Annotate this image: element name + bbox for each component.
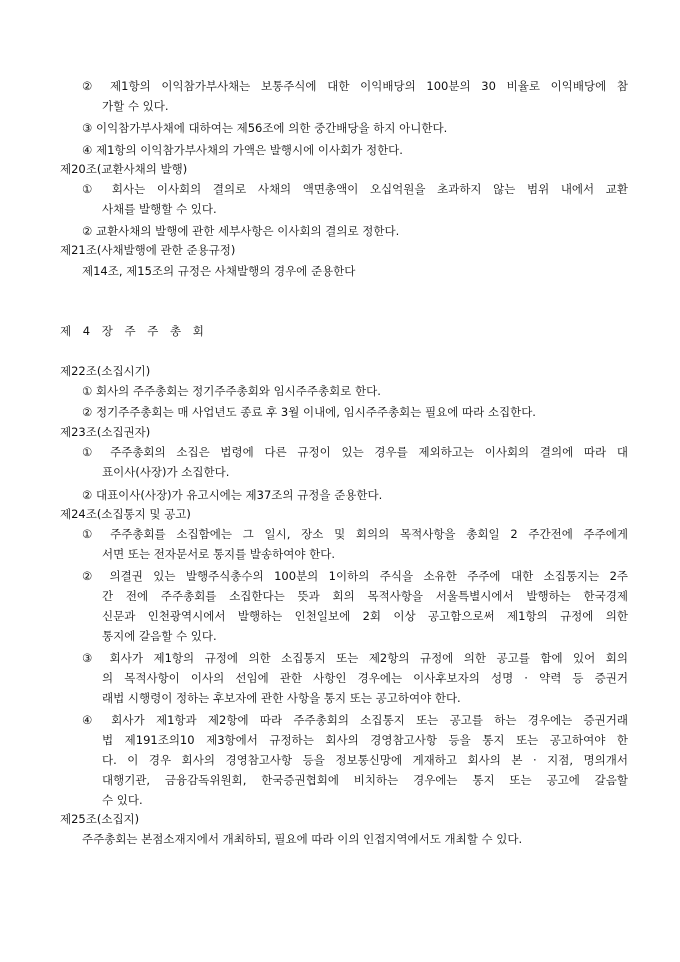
clause-item: ③ 이익참가부사채에 대하여는 제56조에 의한 중간배당을 하지 아니한다. [82, 121, 448, 135]
clause-item: ③ 회사가 제1항의 규정에 의한 소집통지 또는 제2항의 규정에 의한 공고를 함에 있어 회의 [82, 651, 628, 665]
clause-continuation: 가할 수 있다. [102, 99, 169, 113]
clause-item: ② 제1항의 이익참가부사채는 보통주식에 대한 이익배당의 100분의 30 비율로 이익배당에 참 [82, 79, 628, 93]
clause-continuation: 수 있다. [102, 793, 143, 807]
chapter-title: 제 4 장 주 주 총 회 [60, 324, 205, 338]
clause-continuation: 다. 이 경우 회사의 경영참고사항 등을 정보통신망에 게재하고 회사의 본 · 지점, 명의개서 [102, 753, 628, 767]
clause-continuation: 사채를 발행할 수 있다. [102, 202, 217, 216]
article-body: 주주총회는 본점소재지에서 개최하되, 필요에 따라 이의 인접지역에서도 개최할 수 있다. [82, 832, 523, 846]
article-heading: 제23조(소집권자) [60, 425, 151, 439]
clause-item: ① 회사는 이사회의 결의로 사채의 액면총액이 오십억원을 초과하지 않는 범위 내에서 교환 [82, 182, 628, 196]
article-heading: 제22조(소집시기) [60, 364, 151, 378]
clause-item: ④ 제1항의 이익참가부사채의 가액은 발행시에 이사회가 정한다. [82, 143, 403, 157]
article-heading: 제20조(교환사채의 발행) [60, 162, 188, 176]
clause-continuation: 대행기관, 금융감독위원회, 한국증권협회에 비치하는 경우에는 통지 또는 공고에 갈음할 [102, 773, 628, 787]
clause-continuation: 법 제191조의10 제3항에서 규정하는 회사의 경영참고사항 등을 통지 또는 공고하여야 한 [102, 733, 628, 747]
clause-continuation: 통지에 갈음할 수 있다. [102, 629, 217, 643]
clause-continuation: 의 목적사항이 이사의 선임에 관한 사항인 경우에는 이사후보자의 성명 · 약력 등 증권거 [102, 671, 628, 685]
article-heading: 제25조(소집지) [60, 812, 140, 826]
clause-continuation: 간 전에 주주총회를 소집한다는 뜻과 회의 목적사항을 서울특별시에서 발행하는 한국경제 [102, 589, 628, 603]
clause-item: ② 정기주주총회는 매 사업년도 종료 후 3월 이내에, 임시주주총회는 필요에 따라 소집한다. [82, 405, 536, 419]
clause-continuation: 표이사(사장)가 소집한다. [102, 465, 230, 479]
clause-item: ② 대표이사(사장)가 유고시에는 제37조의 규정을 준용한다. [82, 488, 383, 502]
clause-continuation: 서면 또는 전자문서로 통지를 발송하여야 한다. [102, 547, 336, 561]
article-heading: 제21조(사채발행에 관한 준용규정) [60, 243, 236, 257]
article-body: 제14조, 제15조의 규정은 사채발행의 경우에 준용한다 [82, 264, 356, 278]
clause-continuation: 래법 시행령이 정하는 후보자에 관한 사항을 통지 또는 공고하여야 한다. [102, 691, 461, 705]
clause-item: ④ 회사가 제1항과 제2항에 따라 주주총회의 소집통지 또는 공고를 하는 경우에는 증권거래 [82, 713, 628, 727]
clause-continuation: 신문과 인천광역시에서 발행하는 인천일보에 2회 이상 공고함으로써 제1항의 규정에 의한 [102, 609, 628, 623]
article-heading: 제24조(소집통지 및 공고) [60, 507, 191, 521]
clause-item: ② 교환사채의 발행에 관한 세부사항은 이사회의 결의로 정한다. [82, 224, 400, 238]
clause-item: ① 주주총회의 소집은 법령에 다른 규정이 있는 경우를 제외하고는 이사회의 결의에 따라 대 [82, 445, 628, 459]
clause-item: ① 회사의 주주총회는 정기주주총회와 임시주주총회로 한다. [82, 384, 381, 398]
clause-item: ② 의결권 있는 발행주식총수의 100분의 1이하의 주식을 소유한 주주에 대한 소집통지는 2주 [82, 569, 628, 583]
clause-item: ① 주주총회를 소집함에는 그 일시, 장소 및 회의의 목적사항을 총회일 2 주간전에 주주에게 [82, 527, 628, 541]
